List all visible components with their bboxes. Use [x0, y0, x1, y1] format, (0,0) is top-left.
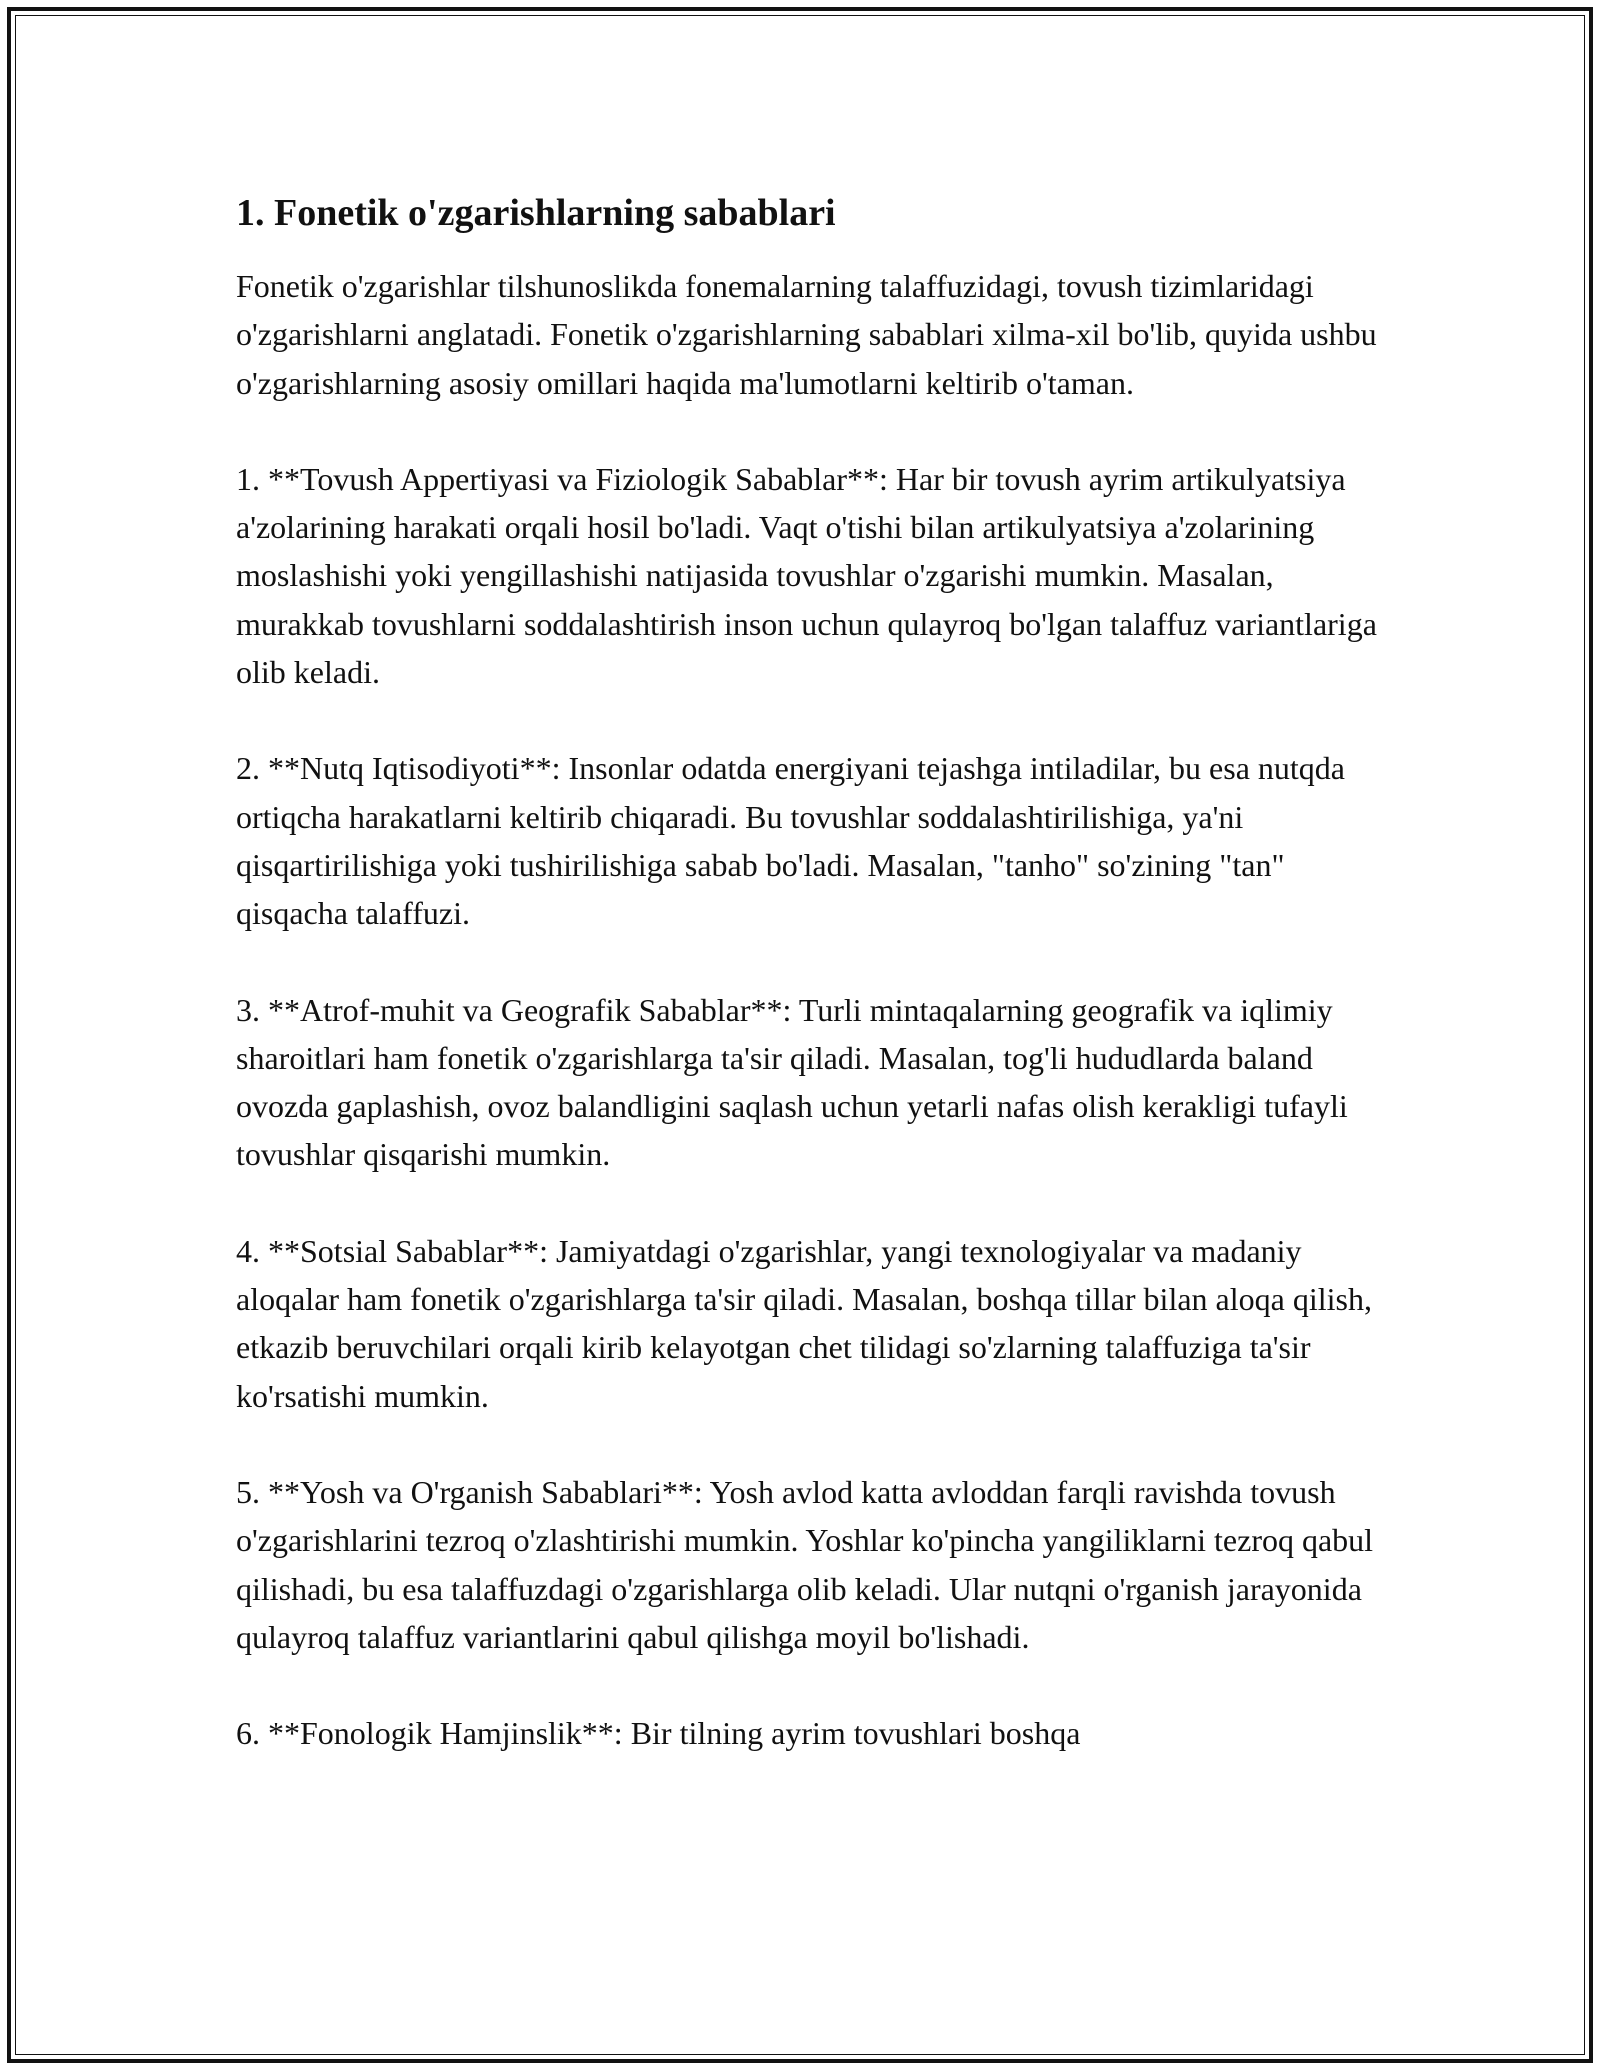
paragraph-item-5: 5. **Yosh va O'rganish Sabablari**: Yosh avlod katta avloddan farqli ravishda tovush o'zgarishlarini tezroq o'zlashtirishi mumkin. Yoshlar ko'pincha yangiliklarni tezroq qabul qilishadi, bu esa talaffuzdagi o'zgarishlarga olib keladi. Ular nutqni o'rganish jarayonida qulayroq talaffuz variantlarini qabul qilishga moyil bo'lishadi.: [236, 1473, 1374, 1655]
paragraph-item-2: 2. **Nutq Iqtisodiyoti**: Insonlar odatda energiyani tejashga intiladilar, bu esa nutqda ortiqcha harakatlarni keltirib chiqaradi. Bu tovushlar soddalashtirilishiga, ya'ni qisqartirilishiga yoki tushirilishiga sabab bo'ladi. Masalan, "tanho" so'zining "tan" qisqacha talaffuzi.: [236, 750, 1345, 932]
paragraph-item-6: 6. **Fonologik Hamjinslik**: Bir tilning ayrim tovushlari boshqa: [236, 1715, 1081, 1752]
paragraph-intro: Fonetik o'zgarishlar tilshunoslikda fonemalarning talaffuzidagi, tovush tizimlaridagi o'zgarishlarni anglatadi. Fonetik o'zgarishlarning sabablari xilma-xil bo'lib, quyida ushbu o'zgarishlarning asosiy omillari haqida ma'lumotlarni keltirib o'taman.: [236, 268, 1377, 401]
document-content: [236, 188, 1386, 1805]
paragraph-item-3: 3. **Atrof-muhit va Geografik Sabablar**: Turli mintaqalarning geografik va iqlimiy sharoitlari ham fonetik o'zgarishlarga ta'sir qiladi. Masalan, tog'li hududlarda baland ovozda gaplashish, ovoz balandligini saqlash uchun yetarli nafas olish kerakligi tufayli tovushlar qisqarishi mumkin.: [236, 991, 1348, 1173]
section-heading: 1. Fonetik o'zgarishlarning sabablari: [236, 192, 836, 234]
paragraph-item-1: 1. **Tovush Appertiyasi va Fiziologik Sabablar**: Har bir tovush ayrim artikulyatsiya a'zolarining harakati orqali hosil bo'ladi. Vaqt o'tishi bilan artikulyatsiya a'zolarining moslashishi yoki yengillashishi natijasida tovushlar o'zgarishi mumkin. Masalan, murakkab tovushlarni soddalashtirish inson uchun qulayroq bo'lgan talaffuz variantlariga olib keladi.: [236, 460, 1377, 691]
paragraph-item-4: 4. **Sotsial Sabablar**: Jamiyatdagi o'zgarishlar, yangi texnologiyalar va madaniy aloqalar ham fonetik o'zgarishlarga ta'sir qiladi. Masalan, boshqa tillar bilan aloqa qilish, etkazib beruvchilari orqali kirib kelayotgan chet tilidagi so'zlarning talaffuziga ta'sir ko'rsatishi mumkin.: [236, 1232, 1372, 1414]
